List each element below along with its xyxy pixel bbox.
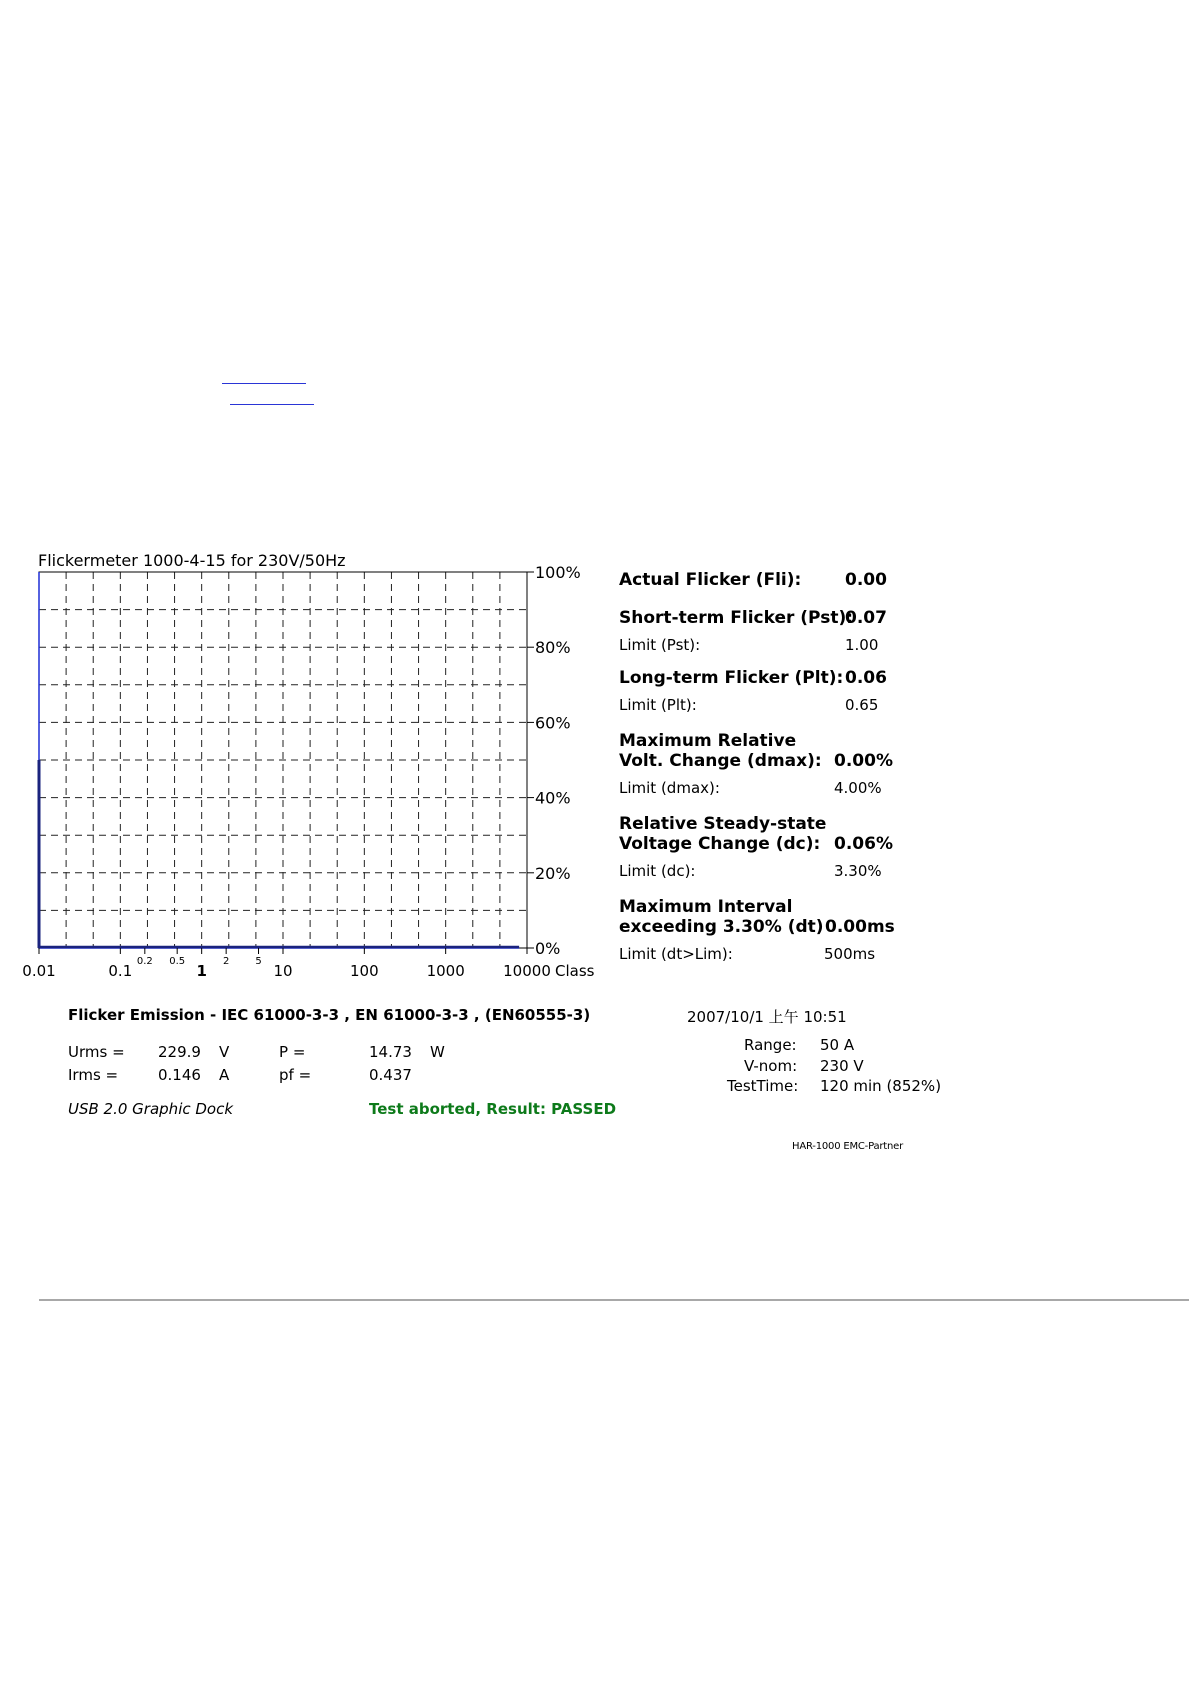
dt-limit-value: 500ms xyxy=(824,945,876,963)
device-name: USB 2.0 Graphic Dock xyxy=(68,1100,234,1118)
footer-divider xyxy=(39,1299,1189,1301)
actual-flicker-value: 0.00 xyxy=(845,570,887,590)
x-tick-label: 100 xyxy=(350,962,379,980)
dc-limit-label: Limit (dc): xyxy=(619,862,696,880)
dc-label-line2: Voltage Change (dc): xyxy=(619,834,821,854)
brand-mark: HAR-1000 EMC-Partner xyxy=(792,1141,904,1152)
y-tick-label: 100% xyxy=(535,563,581,582)
dt-limit-label: Limit (dt>Lim): xyxy=(619,945,733,963)
x-axis-unit-label: Class xyxy=(555,962,595,980)
dmax-limit-label: Limit (dmax): xyxy=(619,779,720,797)
range-label: Range: xyxy=(744,1036,797,1054)
dc-limit-value: 3.30% xyxy=(834,862,882,880)
test-result: Test aborted, Result: PASSED xyxy=(369,1100,617,1118)
dt-label-line1: Maximum Interval xyxy=(619,897,793,917)
dt-value: 0.00ms xyxy=(825,917,895,937)
x-tick-label: 1 xyxy=(196,962,207,980)
irms-unit: A xyxy=(219,1066,230,1084)
test-datetime: 2007/10/1 上午 10:51 xyxy=(687,1008,847,1026)
dc-label-line1: Relative Steady-state xyxy=(619,814,827,834)
dmax-label-line2: Volt. Change (dmax): xyxy=(619,751,822,771)
pst-value: 0.07 xyxy=(845,608,887,628)
testtime-label: TestTime: xyxy=(727,1077,799,1095)
pst-limit-label: Limit (Pst): xyxy=(619,636,701,654)
vnom-value: 230 V xyxy=(820,1057,864,1075)
x-tick-label: 10000 xyxy=(503,962,551,980)
pst-limit-value: 1.00 xyxy=(845,636,879,654)
pf-value: 0.437 xyxy=(369,1066,412,1084)
x-tick-label: 0.1 xyxy=(108,962,133,980)
plt-label: Long-term Flicker (Plt): xyxy=(619,668,844,688)
y-tick-label: 20% xyxy=(535,863,571,883)
urms-value: 229.9 xyxy=(158,1043,201,1061)
plt-value: 0.06 xyxy=(845,668,887,688)
urms-label: Urms = xyxy=(68,1043,125,1061)
x-minor-tick-label: 0.2 xyxy=(136,956,153,967)
x-minor-tick-label: 2 xyxy=(222,956,230,967)
pf-label: pf = xyxy=(279,1066,312,1084)
vnom-label: V-nom: xyxy=(744,1057,798,1075)
testtime-value: 120 min (852%) xyxy=(820,1077,942,1095)
y-tick-label: 80% xyxy=(535,638,571,658)
pst-label: Short-term Flicker (Pst): xyxy=(619,608,854,628)
power-unit: W xyxy=(430,1043,445,1061)
dc-value: 0.06% xyxy=(834,834,893,854)
dmax-limit-value: 4.00% xyxy=(834,779,882,797)
power-label: P = xyxy=(279,1043,306,1061)
dmax-label-line1: Maximum Relative xyxy=(619,731,797,751)
range-value: 50 A xyxy=(820,1036,855,1054)
x-tick-label: 1000 xyxy=(426,962,465,980)
dt-label-line2: exceeding 3.30% (dt) xyxy=(619,917,824,937)
x-tick-label: 10 xyxy=(273,962,293,980)
emission-heading: Flicker Emission - IEC 61000-3-3 , EN 61000-3-3 , (EN60555-3) xyxy=(68,1006,591,1024)
y-tick-label: 0% xyxy=(535,939,561,958)
plt-limit-label: Limit (Plt): xyxy=(619,696,697,714)
x-minor-tick-label: 5 xyxy=(255,956,262,967)
x-tick-label: 0.01 xyxy=(22,962,56,980)
actual-flicker-label: Actual Flicker (Fli): xyxy=(619,570,802,590)
power-value: 14.73 xyxy=(369,1043,412,1061)
irms-label: Irms = xyxy=(68,1066,119,1084)
y-tick-label: 60% xyxy=(535,713,571,733)
chart-title: Flickermeter 1000-4-15 for 230V/50Hz xyxy=(38,551,346,570)
plt-limit-value: 0.65 xyxy=(845,696,879,714)
irms-value: 0.146 xyxy=(158,1066,201,1084)
dmax-value: 0.00% xyxy=(834,751,893,771)
y-tick-label: 40% xyxy=(535,788,571,808)
x-minor-tick-label: 0.5 xyxy=(169,956,186,967)
urms-unit: V xyxy=(219,1043,230,1061)
